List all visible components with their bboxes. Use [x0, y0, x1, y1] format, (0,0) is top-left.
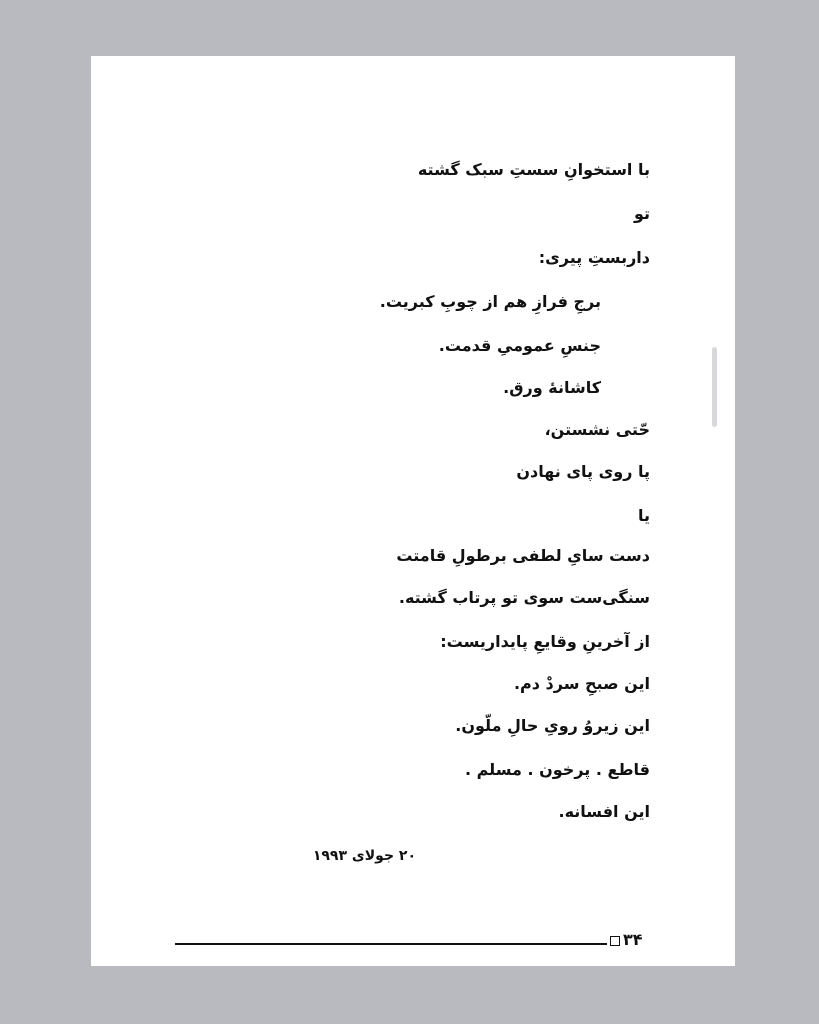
document-page — [91, 56, 735, 966]
page-number: ۳۴ — [623, 930, 643, 949]
footer-square-icon — [610, 936, 620, 946]
poem-line: دست سایِ لطفی برطولِ قامتت — [396, 546, 650, 565]
poem-line: جنسِ عمومیِ قدمت. — [438, 336, 601, 355]
page-footer — [91, 928, 735, 952]
poem-line: کاشانهٔ ورق. — [503, 378, 601, 397]
poem-line: از آخرینِ وقایعِ پایداریست: — [440, 632, 650, 651]
poem-line: تو — [633, 204, 650, 223]
poem-line: قاطع . پرخون . مسلم . — [464, 760, 650, 779]
poem-line: برجِ فرازِ هم از چوبِ کبریت. — [379, 292, 601, 311]
poem-line: با استخوانِ سستِ سبک گشته — [417, 160, 650, 179]
poem-line: یا — [637, 506, 650, 525]
poem-line: این صبحِ سردْ دم. — [513, 674, 650, 693]
poem-line: پا روی پای نهادن — [516, 462, 650, 481]
scrollbar-thumb[interactable] — [712, 347, 717, 427]
poem-line: این افسانه. — [558, 802, 650, 821]
poem-date: ۲۰ جولای ۱۹۹۳ — [312, 848, 416, 864]
poem-line: داربستِ پیری: — [538, 248, 650, 267]
footer-rule — [175, 943, 607, 945]
poem-line: سنگی‌ست سوی تو پرتاب گشته. — [398, 588, 650, 607]
poem-line: حّتی نشستن، — [544, 420, 650, 439]
poem-line: این زیروُ رویِ حالِ ملّون. — [455, 716, 650, 735]
